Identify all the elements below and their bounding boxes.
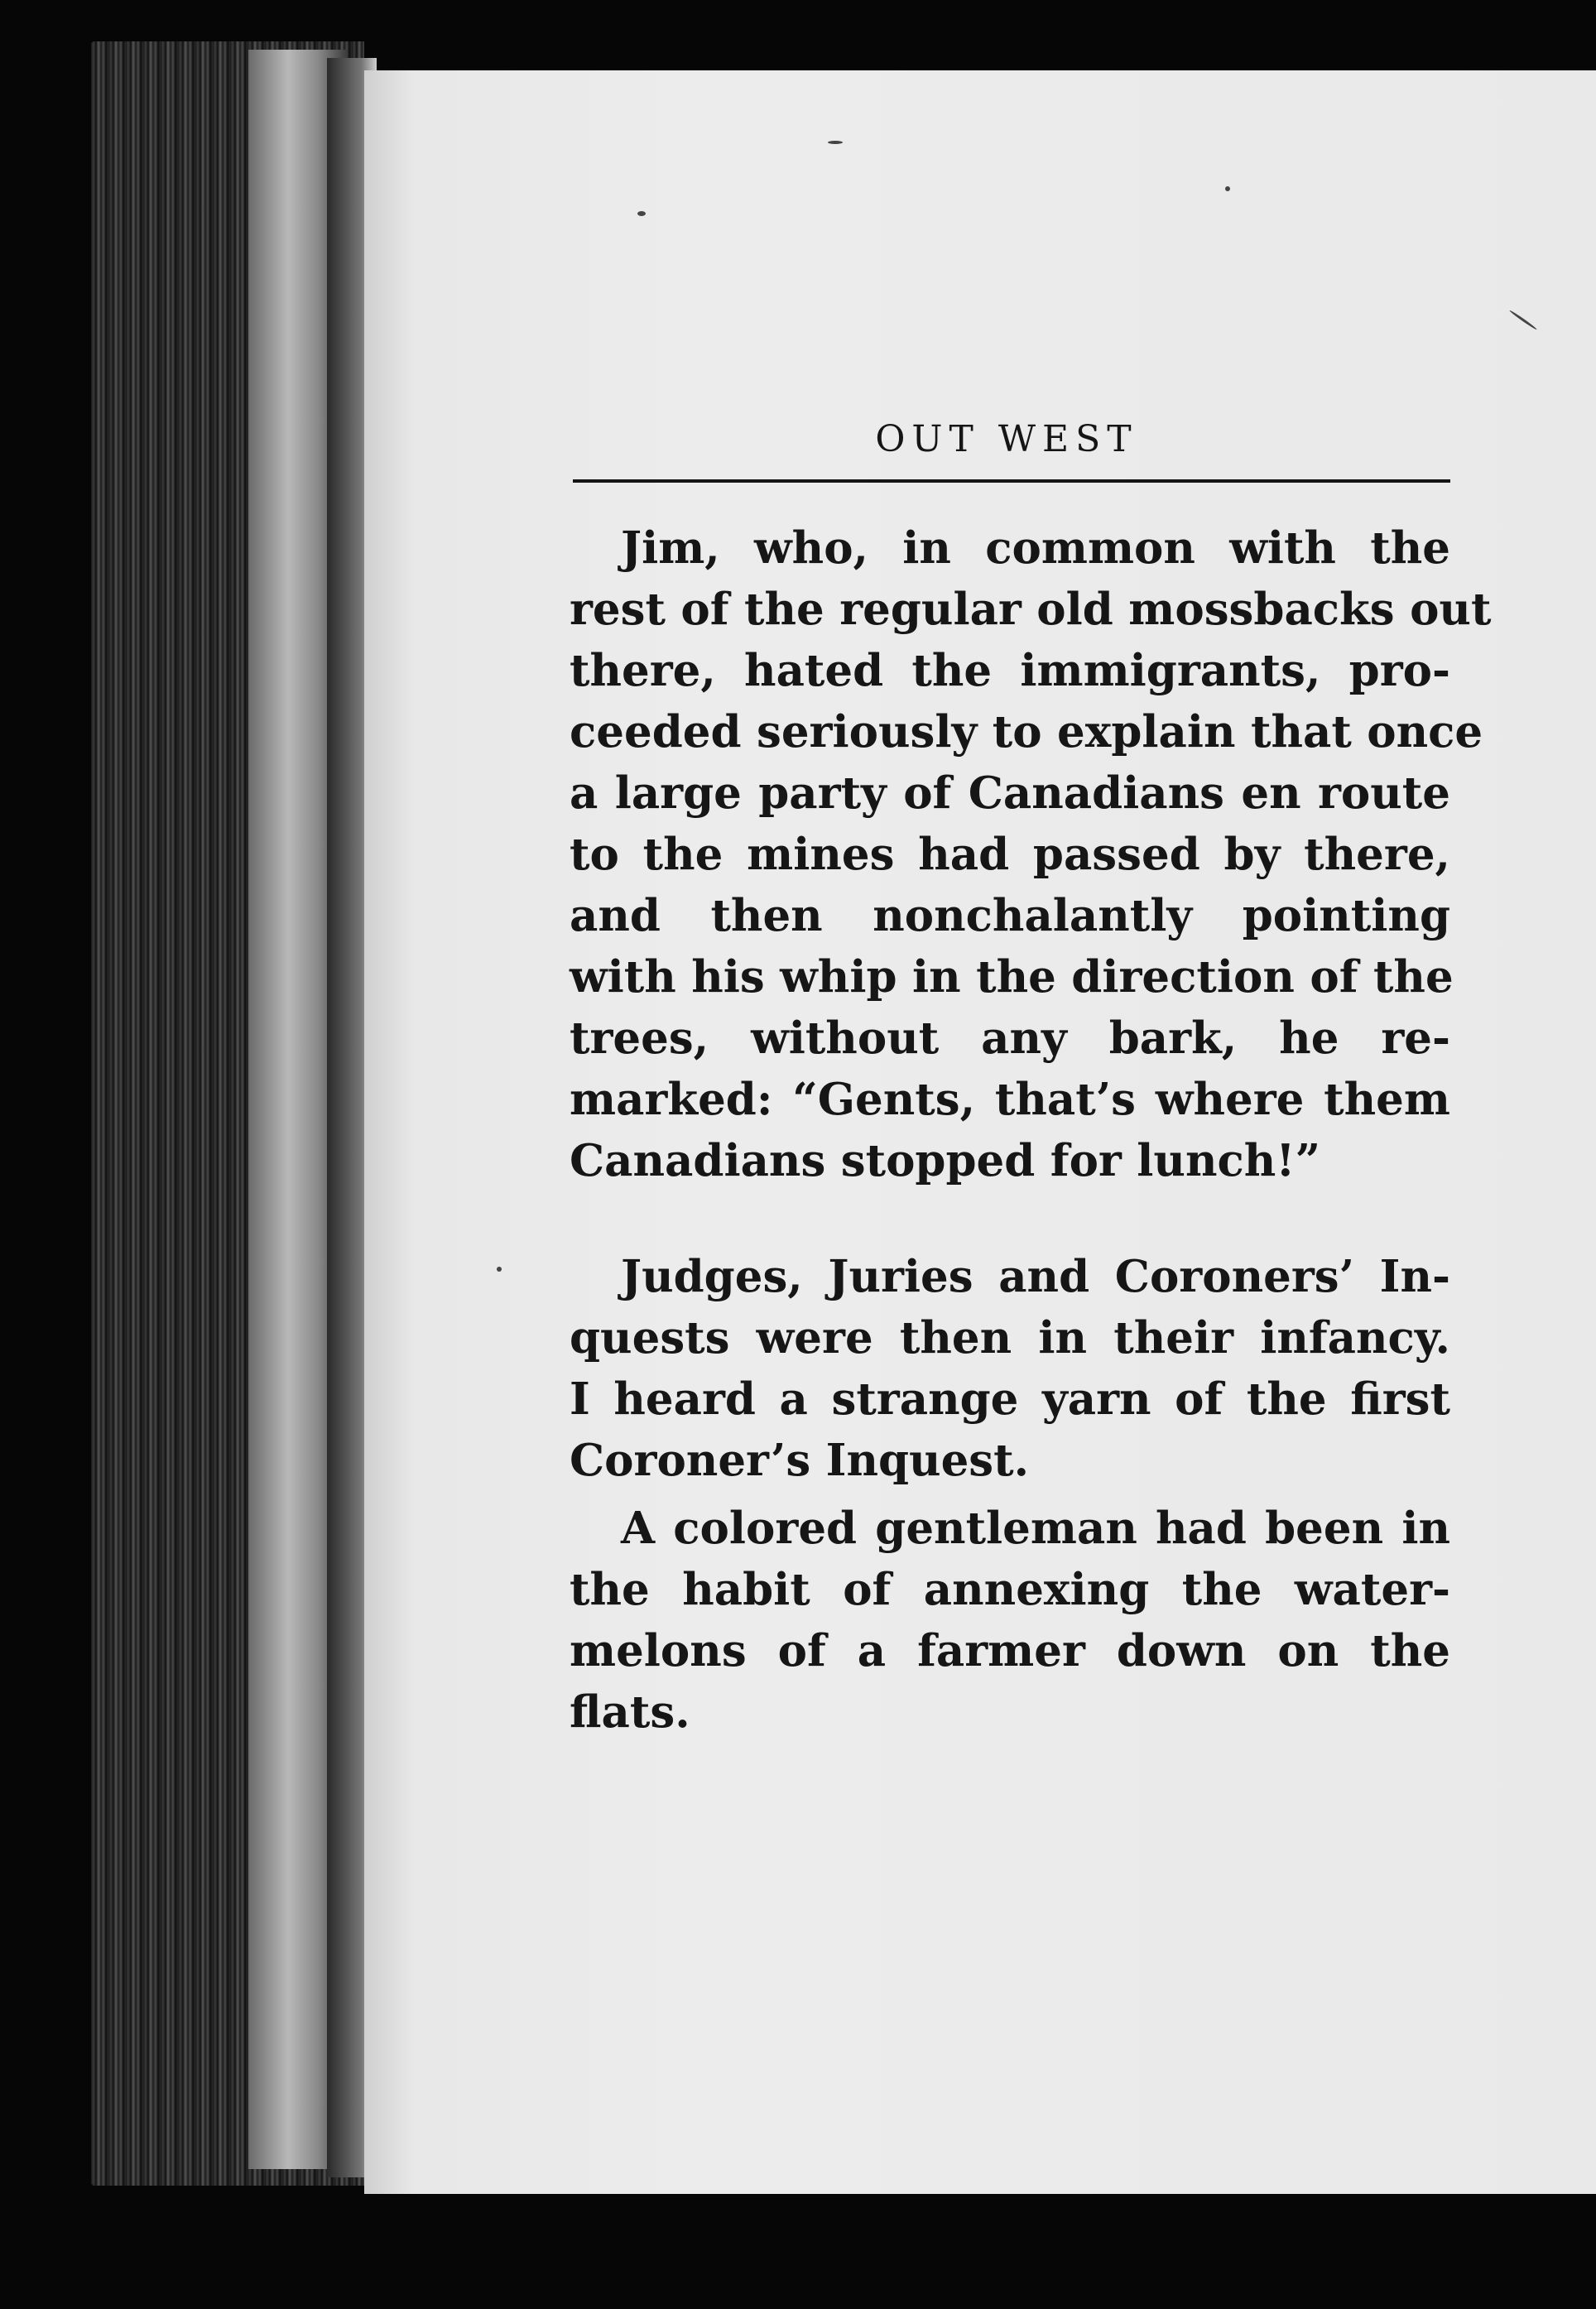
- text-line: quests were then in their infancy.: [570, 1312, 1450, 1364]
- running-head: OUT WEST: [875, 418, 1138, 460]
- text-line: ceeded seriously to explain that once: [570, 706, 1483, 758]
- text-line: marked: “Gents, that’s where them: [570, 1074, 1450, 1125]
- text-line: a large party of Canadians en route: [570, 767, 1450, 819]
- text-line: Judges, Juries and Coroners’ In-: [621, 1251, 1450, 1302]
- text-line: there, hated the immigrants, pro-: [570, 645, 1450, 696]
- paragraph-2: [570, 1246, 1450, 1491]
- text-line: the habit of annexing the water-: [570, 1564, 1450, 1615]
- text-line: flats.: [570, 1686, 690, 1738]
- text-line: Coroner’s Inquest.: [570, 1435, 1030, 1486]
- text-line: trees, without any bark, he re-: [570, 1013, 1450, 1064]
- text-line: Canadians stopped for lunch!”: [570, 1135, 1321, 1186]
- text-line: to the mines had passed by there,: [570, 829, 1450, 880]
- scan-speck: [637, 211, 646, 216]
- body-text: [570, 517, 1492, 1743]
- header-rule: [573, 479, 1450, 483]
- scan-speck: [828, 141, 843, 144]
- text-line: rest of the regular old mossbacks out: [570, 584, 1492, 635]
- text-line: and then nonchalantly pointing: [570, 890, 1450, 941]
- text-line: melons of a farmer down on the: [570, 1625, 1450, 1676]
- paragraph-1: [570, 517, 1492, 1191]
- book-page: [364, 70, 1596, 2194]
- text-line: Jim, who, in common with the: [621, 522, 1450, 574]
- paragraph-3: [570, 1498, 1450, 1743]
- scan-speck: [1225, 186, 1230, 191]
- scan-speck: [1509, 310, 1537, 330]
- text-line: with his whip in the direction of the: [570, 951, 1454, 1003]
- scan-speck: [497, 1267, 502, 1272]
- text-line: A colored gentleman had been in: [621, 1503, 1450, 1554]
- text-line: I heard a strange yarn of the first: [570, 1373, 1450, 1425]
